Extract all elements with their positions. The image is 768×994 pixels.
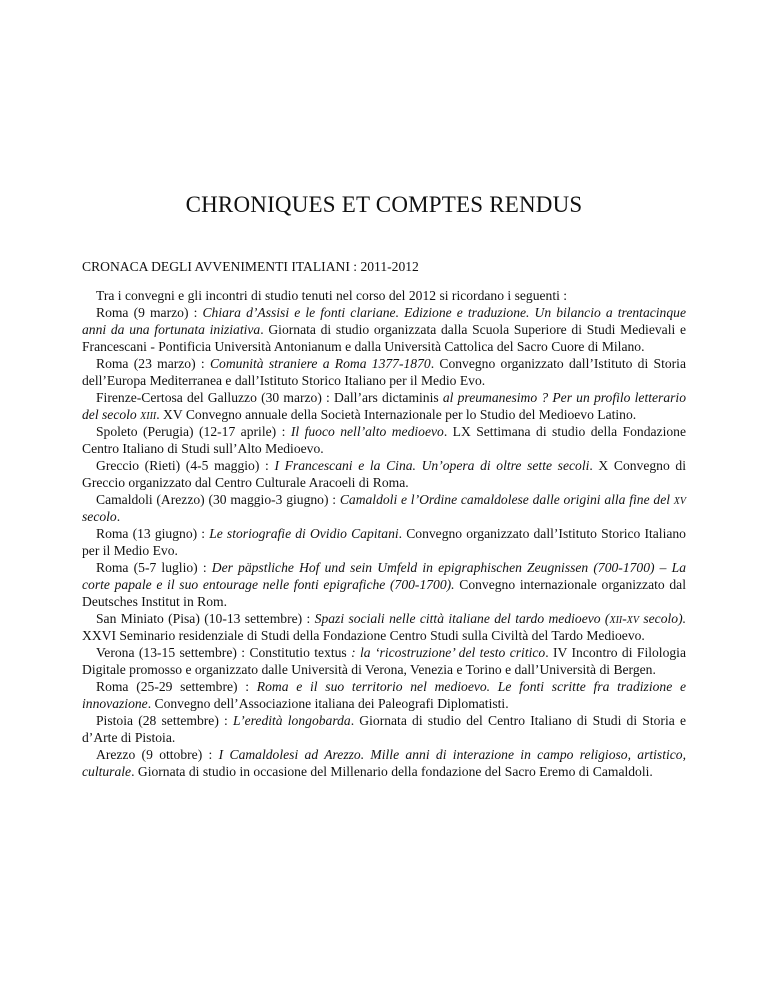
entry-text: .: [116, 509, 121, 524]
entry-place-date: San Miniato (Pisa) (10-13 settembre) :: [96, 611, 315, 626]
entry-place-date: Spoleto (Perugia) (12-17 aprile) :: [96, 424, 291, 439]
entry-title-italic: Camaldoli e l’Ordine camaldolese dalle origini alla fine del: [339, 492, 674, 507]
entry-text: . Convegno dell’Associazione italiana dei Paleografi Diplomatisti.: [147, 696, 509, 711]
entry-text: Convegno internazionale organizzato dal Deutsches Institut in Rom.: [82, 577, 686, 609]
entry-place-date: Roma (5-7 luglio) :: [96, 560, 212, 575]
entry-text: . XV Convegno annuale della Società Internazionale per lo Studio del Medioevo Latino.: [156, 407, 637, 422]
entry-text: . LX Settimana di studio della Fondazione Centro Italiano di Studi sull’Alto Medioevo.: [82, 424, 686, 456]
entry-title-italic: Le storiografie di Ovidio Capitani: [209, 526, 399, 541]
page-title: CHRONIQUES ET COMPTES RENDUS: [185, 192, 583, 217]
chronicle-body: [82, 287, 686, 780]
entry-text: XXVI Seminario residenziale di Studi della Fondazione Centro Studi sulla Civiltà del Tardo Medioevo.: [82, 628, 645, 643]
event-entry: [82, 423, 686, 457]
entry-place-date: Pistoia (28 settembre) :: [96, 713, 234, 728]
paragraph-intro: [82, 287, 686, 304]
entry-title-italic: al preumanesimo ? Per un profilo letterario del secolo: [82, 390, 687, 422]
text-run: Tra i convegni e gli incontri di studio tenuti nel corso del 2012 si ricordano i seguenti :: [96, 288, 568, 303]
event-entry: [82, 559, 686, 610]
entry-place-date: Roma (9 marzo) :: [96, 305, 203, 320]
entry-text: . Giornata di studio in occasione del Millenario della fondazione del Sacro Eremo di Camaldoli.: [131, 764, 653, 779]
entry-text: Dall’: [334, 390, 362, 405]
entry-title-italic: Der päpstliche Hof und sein Umfeld in epigraphischen Zeugnissen (700-1700) – La corte papale e il suo entourage nelle fonti epigrafiche (700-1700).: [82, 560, 686, 592]
event-entry: [82, 746, 686, 780]
entry-title-italic: secolo).: [638, 611, 686, 626]
entry-title-italic: Spazi sociali nelle città italiane del tardo medioevo (: [314, 611, 610, 626]
entry-place-date: Roma (23 marzo) :: [96, 356, 210, 371]
entry-place-date: Firenze-Certosa del Galluzzo (30 marzo) :: [96, 390, 335, 405]
event-entry: [82, 457, 686, 491]
entry-text: . Convegno organizzato dall’Istituto di Storia dell’Europa Mediterranea e dall’Istituto Storico Italiano per il Medio Evo.: [82, 356, 686, 388]
entry-place-date: Roma (25-29 settembre) :: [96, 679, 257, 694]
event-entry: [82, 491, 686, 525]
event-entry: [82, 644, 686, 678]
entry-text: . IV Incontro di Filologia Digitale promosso e organizzato dalle Università di Verona, Venezia e Torino e dall’Università di Bergen.: [82, 645, 686, 677]
event-entry: [82, 525, 686, 559]
entry-title-italic: I Camaldolesi ad Arezzo. Mille anni di interazione in campo religioso, artistico, culturale: [82, 747, 687, 779]
century-numeral: xii-xv: [609, 611, 639, 626]
entry-title-italic: : la ‘ricostruzione’ del testo critico: [346, 645, 546, 660]
entry-place-date: Greccio (Rieti) (4-5 maggio) :: [96, 458, 275, 473]
entry-title-italic: L’eredità longobarda: [233, 713, 351, 728]
entry-place-date: Verona (13-15 settembre) :: [96, 645, 250, 660]
century-numeral: xv: [673, 492, 686, 507]
entry-title-italic: I Francescani e la Cina. Un’opera di oltre sette secoli: [274, 458, 590, 473]
entry-place-date: Camaldoli (Arezzo) (30 maggio-3 giugno) :: [96, 492, 340, 507]
entry-title-italic: Roma e il suo territorio nel medioevo. Le fonti scritte fra tradizione e innovazione: [82, 679, 687, 711]
event-entry: [82, 678, 686, 712]
entry-place-date: Roma (13 giugno) :: [96, 526, 210, 541]
entry-title-roman: ars dictaminis: [361, 390, 439, 405]
entry-title-italic: Il fuoco nell’alto medioevo: [290, 424, 444, 439]
century-numeral: xiii: [140, 407, 157, 422]
entry-title-italic: Chiara d’Assisi e le fonti clariane. Edizione e traduzione. Un bilancio a trentacinque anni da una fortunata iniziativa: [82, 305, 686, 337]
event-entry: [82, 610, 686, 644]
section-title: CRONACA DEGLI AVVENIMENTI ITALIANI : 2011-2012: [82, 259, 419, 274]
event-entry: [82, 712, 686, 746]
entry-title-roman: Constitutio textus: [249, 645, 347, 660]
event-entry: [82, 304, 686, 355]
entry-title-italic: Comunità straniere a Roma 1377-1870: [209, 356, 431, 371]
event-entry: [82, 389, 686, 423]
entry-text: . Giornata di studio organizzata dalla Scuola Superiore di Studi Medievali e Francescani - Pontificia Università Antonianum e dalla Università Cattolica del Sacro Cuore di Milano.: [82, 322, 686, 354]
entry-place-date: Arezzo (9 ottobre) :: [96, 747, 219, 762]
entry-title-italic: secolo: [82, 509, 117, 524]
entry-text: . Convegno organizzato dall’Istituto Storico Italiano per il Medio Evo.: [82, 526, 686, 558]
entry-text: . Giornata di studio del Centro Italiano di Studi di Storia e d’Arte di Pistoia.: [82, 713, 686, 745]
event-entry: [82, 355, 686, 389]
entry-text: . X Convegno di Greccio organizzato dal Centro Culturale Aracoeli di Roma.: [82, 458, 686, 490]
